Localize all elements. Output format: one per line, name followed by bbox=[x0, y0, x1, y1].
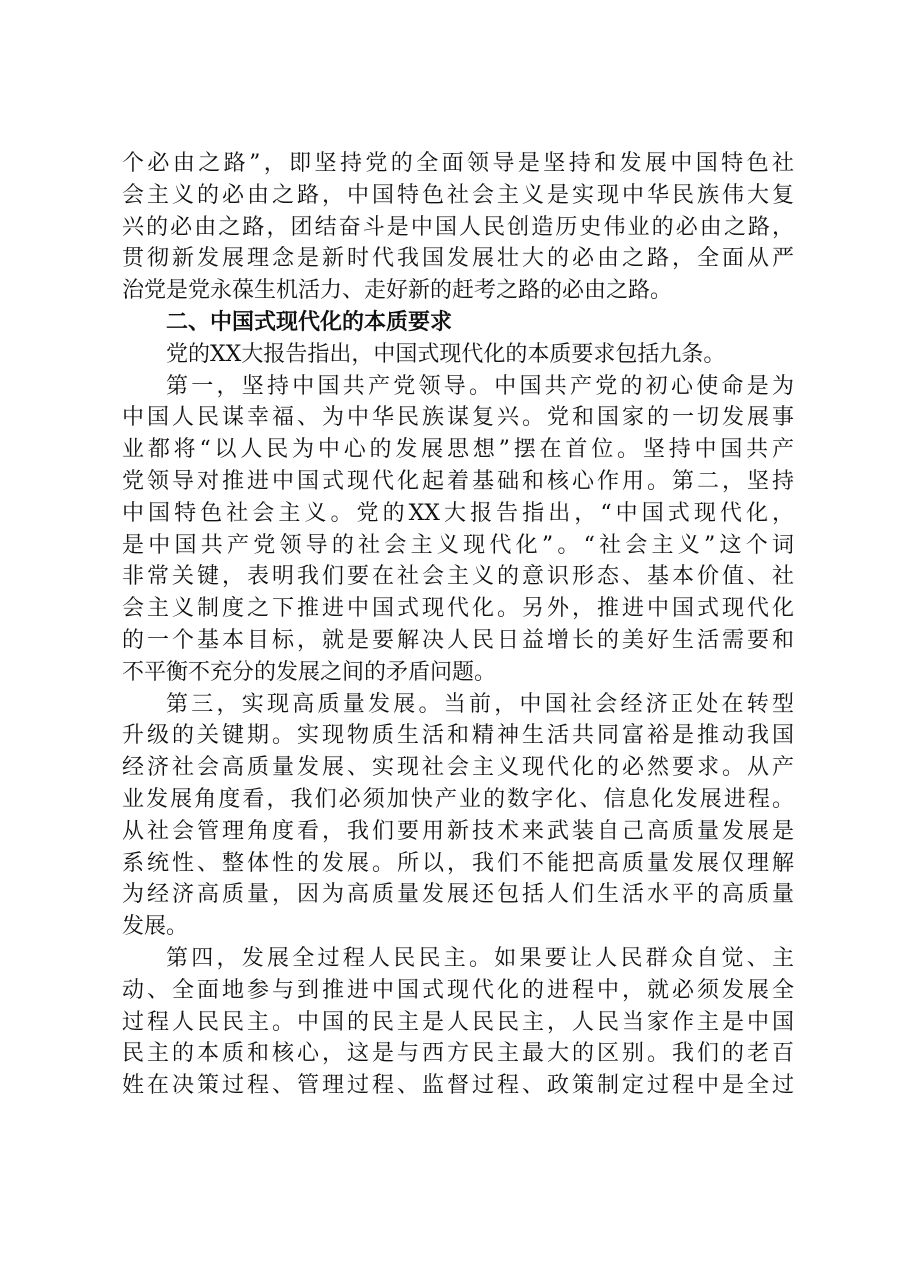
paragraph-line: 个必由之路”，即坚持党的全面领导是坚持和发展中国特色社 bbox=[122, 151, 794, 176]
paragraph-line: 姓在决策过程、管理过程、监督过程、政策制定过程中是全过 bbox=[122, 1073, 794, 1099]
paragraph-line: 系统性、整体性的发展。所以，我们不能把高质量发展仅理解 bbox=[122, 850, 794, 876]
paragraph-line: 为经济高质量，因为高质量发展还包括人们生活水平的高质量 bbox=[122, 882, 794, 908]
paragraph-line: 过程人民民主。中国的民主是人民民主，人民当家作主是中国 bbox=[122, 1009, 794, 1035]
paragraph-line: 从社会管理角度看，我们要用新技术来武装自己高质量发展是 bbox=[122, 818, 794, 844]
paragraph-line: 发展。 bbox=[122, 914, 189, 940]
paragraph-line: 不平衡不充分的发展之间的矛盾问题。 bbox=[122, 659, 497, 685]
paragraph-line: 中国人民谋幸福、为中华民族谋复兴。党和国家的一切发展事 bbox=[122, 405, 794, 431]
paragraph-line: 第三，实现高质量发展。当前，中国社会经济正处在转型 bbox=[166, 691, 794, 717]
paragraph-line: 会主义的必由之路，中国特色社会主义是实现中华民族伟大复 bbox=[122, 182, 794, 208]
paragraph-line: 治党是党永葆生机活力、走好新的赶考之路的必由之路。 bbox=[122, 278, 673, 304]
section-heading: 二、中国式现代化的本质要求 bbox=[166, 309, 453, 335]
document-body bbox=[122, 148, 794, 1102]
paragraph-line: 民主的本质和核心，这是与西方民主最大的区别。我们的老百 bbox=[122, 1041, 794, 1067]
paragraph-line: 动、全面地参与到推进中国式现代化的进程中，就必须发展全 bbox=[122, 977, 794, 1003]
paragraph-line: 第一，坚持中国共产党领导。中国共产党的初心使命是为 bbox=[166, 373, 794, 399]
paragraph-line: 贯彻新发展理念是新时代我国发展壮大的必由之路，全面从严 bbox=[122, 246, 794, 272]
paragraph-line: 党的XX大报告指出，中国式现代化的本质要求包括九条。 bbox=[166, 341, 726, 367]
paragraph-line: 是中国共产党领导的社会主义现代化”。“社会主义”这个词 bbox=[122, 532, 794, 558]
paragraph-line: 中国特色社会主义。党的XX大报告指出，“中国式现代化， bbox=[122, 500, 794, 526]
paragraph-line: 经济社会高质量发展、实现社会主义现代化的必然要求。从产 bbox=[122, 755, 794, 781]
paragraph-line: 业发展角度看，我们必须加快产业的数字化、信息化发展进程。 bbox=[122, 786, 794, 812]
paragraph-line: 兴的必由之路，团结奋斗是中国人民创造历史伟业的必由之路， bbox=[122, 214, 794, 240]
paragraph-line: 第四，发展全过程人民民主。如果要让人民群众自觉、主 bbox=[166, 945, 794, 971]
paragraph-line: 升级的关键期。实现物质生活和精神生活共同富裕是推动我国 bbox=[122, 723, 794, 749]
paragraph-line: 的一个基本目标，就是要解决人民日益增长的美好生活需要和 bbox=[122, 627, 794, 653]
paragraph-line: 会主义制度之下推进中国式现代化。另外，推进中国式现代化 bbox=[122, 596, 794, 622]
paragraph-line: 党领导对推进中国式现代化起着基础和核心作用。第二，坚持 bbox=[122, 468, 794, 494]
paragraph-line: 非常关键，表明我们要在社会主义的意识形态、基本价值、社 bbox=[122, 564, 794, 590]
paragraph-line: 业都将“以人民为中心的发展思想”摆在首位。坚持中国共产 bbox=[122, 437, 794, 463]
